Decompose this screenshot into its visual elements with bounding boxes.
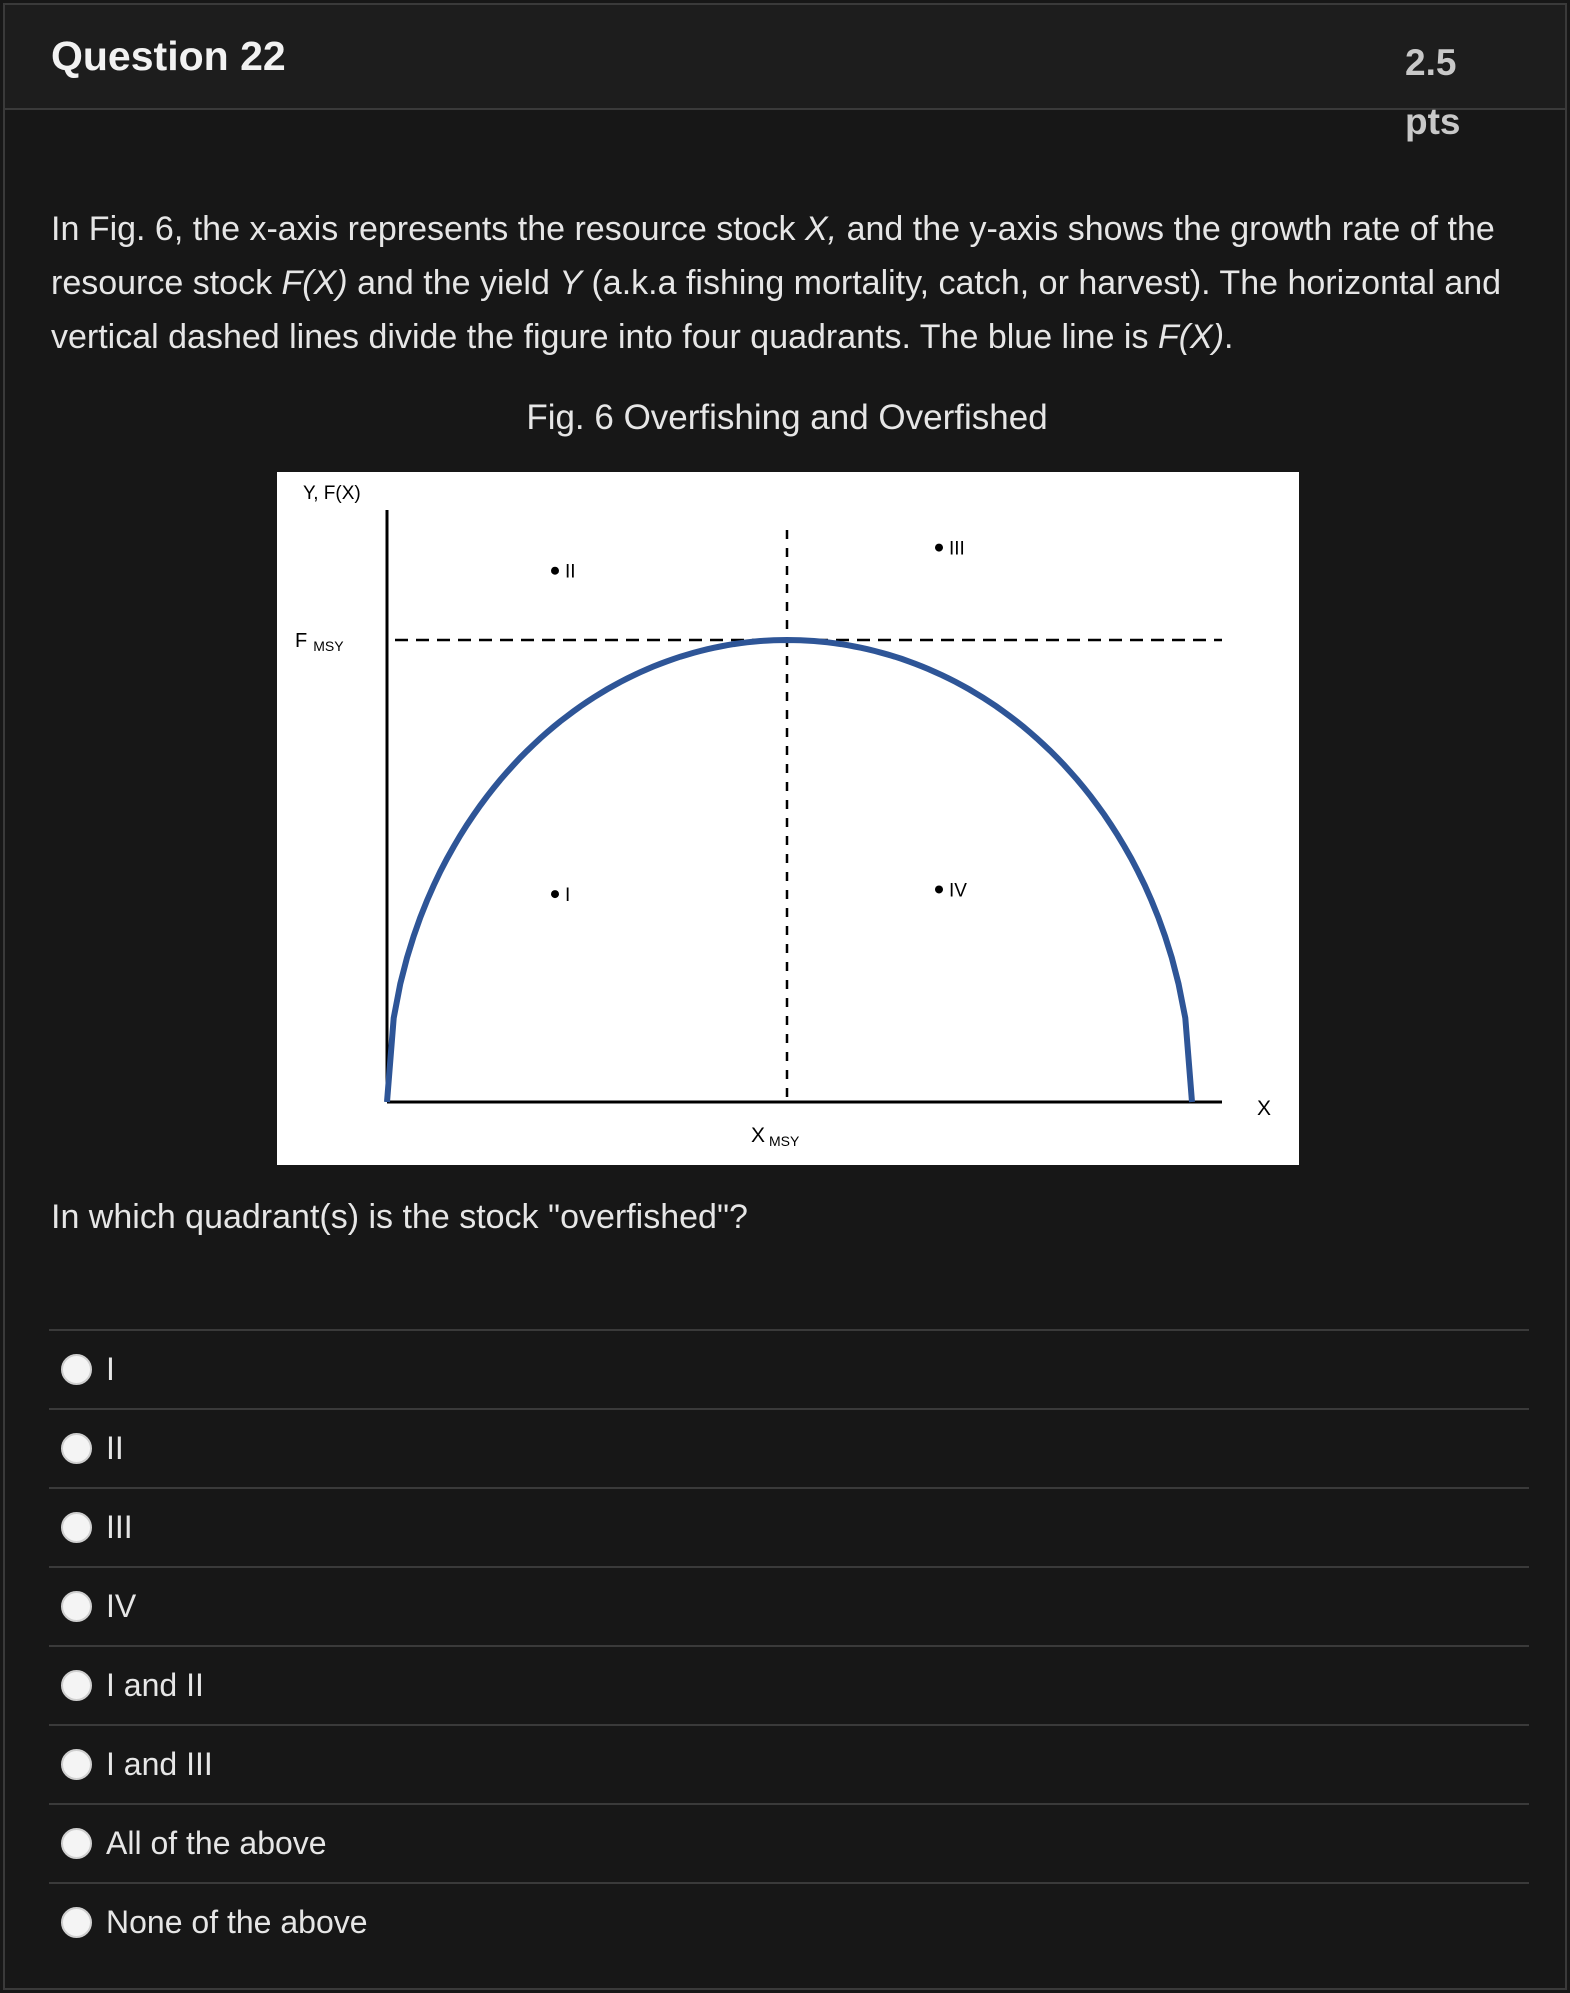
fmsy-label-sub: MSY xyxy=(313,638,344,654)
growth-curve xyxy=(387,640,1192,1102)
answer-label: I and III xyxy=(106,1746,213,1782)
radio-button[interactable] xyxy=(61,1354,92,1385)
points-value: 2.5 xyxy=(1405,42,1457,83)
answer-option[interactable] xyxy=(49,1882,1529,1961)
prompt-var-x: X, xyxy=(805,210,838,248)
answer-label: III xyxy=(106,1509,133,1545)
quadrant-dot xyxy=(551,890,559,898)
radio-button[interactable] xyxy=(61,1433,92,1464)
quadrant-label: II xyxy=(565,561,576,583)
fmsy-label xyxy=(295,630,344,654)
prompt-var-y: Y xyxy=(559,264,583,302)
points-unit: pts xyxy=(1405,101,1461,142)
radio-button[interactable] xyxy=(61,1749,92,1780)
quadrant-dot xyxy=(551,567,559,575)
question-card xyxy=(3,3,1567,1990)
quadrant-dot xyxy=(935,885,943,893)
prompt-text-1: In Fig. 6, the x-axis represents the resource stock xyxy=(51,210,805,248)
y-axis-label: Y, F(X) xyxy=(303,483,361,504)
figure-diagram xyxy=(277,472,1299,1165)
radio-button[interactable] xyxy=(61,1670,92,1701)
quadrant-markers xyxy=(551,539,967,907)
xmsy-label-main: X xyxy=(751,1124,766,1147)
answer-option[interactable] xyxy=(49,1329,1529,1408)
quadrant-label: I xyxy=(565,885,571,907)
x-axis-label: X xyxy=(1257,1097,1272,1120)
prompt-text-4: (a.k.a fishing mortality, catch, or harvest). The horizontal and vertical dashed lines divide the figure into four quadrants. The blue line is xyxy=(51,264,1502,356)
question-points xyxy=(1405,33,1495,151)
radio-button[interactable] xyxy=(61,1828,92,1859)
prompt-text-5: . xyxy=(1224,318,1234,356)
answer-label: None of the above xyxy=(106,1904,368,1940)
answer-label: I xyxy=(106,1351,115,1387)
question-prompt xyxy=(51,202,1541,364)
fmsy-label-main: F xyxy=(295,630,308,652)
answer-list xyxy=(49,1329,1529,1961)
xmsy-label xyxy=(751,1124,800,1149)
answer-option[interactable] xyxy=(49,1408,1529,1487)
radio-button[interactable] xyxy=(61,1512,92,1543)
question-text: In which quadrant(s) is the stock "overfished"? xyxy=(51,1198,748,1236)
quadrant-label: III xyxy=(949,538,965,560)
quadrant-dot xyxy=(935,544,943,552)
answer-label: All of the above xyxy=(106,1825,327,1861)
answer-option[interactable] xyxy=(49,1803,1529,1882)
radio-button[interactable] xyxy=(61,1907,92,1938)
answer-option[interactable] xyxy=(49,1487,1529,1566)
prompt-text-3: and the yield xyxy=(347,264,560,302)
answer-label: II xyxy=(106,1430,124,1466)
answer-option[interactable] xyxy=(49,1566,1529,1645)
answer-option[interactable] xyxy=(49,1645,1529,1724)
quadrant-label: IV xyxy=(949,880,967,902)
answer-option[interactable] xyxy=(49,1724,1529,1803)
question-title: Question 22 xyxy=(51,33,286,79)
prompt-var-fx-2: F(X) xyxy=(1157,318,1225,356)
answer-label: I and II xyxy=(106,1667,204,1703)
radio-button[interactable] xyxy=(61,1591,92,1622)
answer-label: IV xyxy=(106,1588,137,1624)
prompt-text-2: and the y-axis shows the growth rate of the resource stock xyxy=(51,210,1495,302)
prompt-var-fx: F(X) xyxy=(281,264,348,302)
figure-caption: Fig. 6 Overfishing and Overfished xyxy=(526,398,1048,437)
figure-image xyxy=(277,472,1299,1165)
question-header xyxy=(5,5,1565,142)
xmsy-label-sub: MSY xyxy=(769,1133,800,1149)
